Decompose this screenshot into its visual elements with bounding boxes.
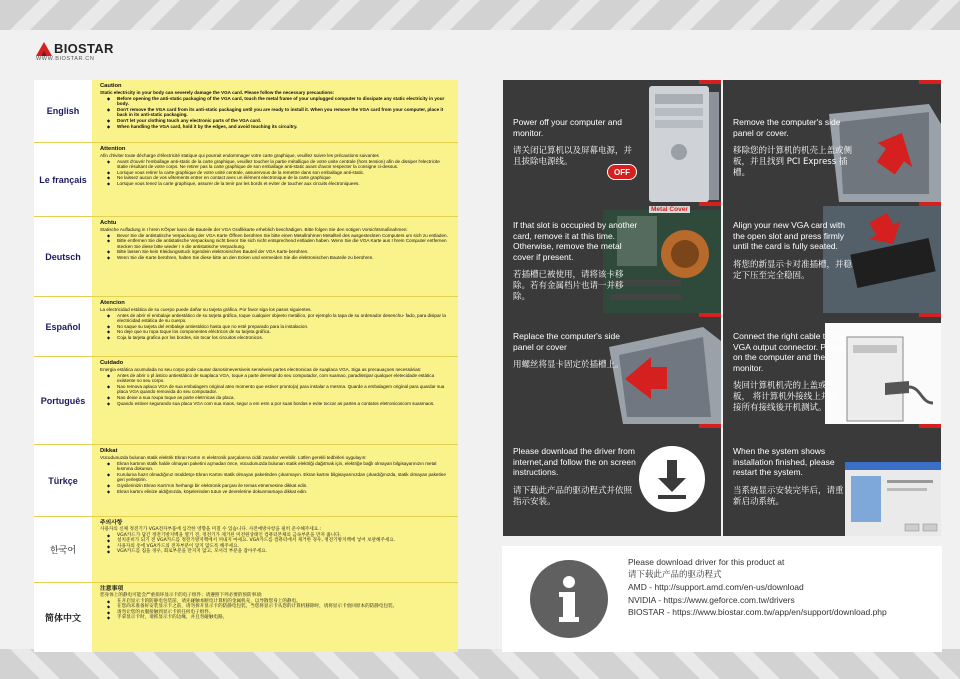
section-title: Attention [100,146,126,152]
step-corner-accent [699,80,721,84]
precaution-item: ◆ 사용자의 옷에 VGA카드의 전자부분이 닿지 않도록 해주세요. [100,544,450,550]
language-section-german [34,217,458,297]
section-intro: 사용자의 신체 정전기가 VGA전자부품에 심각한 영향을 미칠 수 있습니다. 사전예방사항을 필히 준수해주세요.: [100,527,322,532]
section-title: Dikkat [100,448,118,454]
precaution-item: ◆ Bitte entfernen Sie die antistatische Verpackung nicht bevor Sie sich nicht entsprechend entladen haben. Wenn Sie die VGA Karte aus I hrem Computer entfernen stecken Sie diese bitte wieder I n die antistatische Verpackung. [100,238,450,249]
nvidia-driver-link[interactable]: NVIDIA - https://www.geforce.com.tw/drivers [628,594,795,605]
language-body [92,297,458,356]
precaution-item: ◆ 请勿让您的衣服接触到显示卡的任何电子组件。 [100,610,450,616]
step-text-cn: 若插槽已被使用，请将该卡移除。若有金属档片也请一并移除。 [513,270,624,302]
step-text-en: Replace the computer's side panel or cover [513,331,620,352]
step-text [733,446,845,508]
amd-driver-link[interactable]: AMD - http://support.amd.com/en-us/download [628,582,804,592]
step-text-cn: 当系统显示安装完毕后，请重新启动系统。 [733,485,844,507]
precaution-item: ◆ Nao remova aplaca VGA de sua embalagem original ateo momento que estiver pronto(a) para instalar a mesma. Quarde a embalagem original para quardar sua placa VGA quando removida do seu computador. [100,384,450,395]
step-corner-accent [919,424,941,428]
download-line2: 请下载此产品的驱动程式 [628,569,722,580]
precaution-item: ◆ Antes de abrir o pl ástico antiestático de suaplaca VGA, toque a parte demetal do seu computador, com suamao, paradissipar qualquer eletecidade estática existente no seu corpo. [100,373,450,384]
power-off-badge: OFF [607,164,637,180]
precaution-item: ◆ Don't remove the VGA card from its anti-static packaging until you are ready to install it. When you remove the VGA card from your computer, place it back in its anti-static packaging. [100,107,450,118]
step-text-en: Connect the right cable to the VGA output connector. Power on the computer and the monitor. [733,331,845,373]
precaution-item: ◆ Avant d'ouvrir l'emballage anti-static de la carte graphique, veuillez toucher la partie métallique de votre unite centrale (hors tension) afin de dissiper l'electricite statie résultant de votre corps. Ne retirer pas la carte graphique de son emballage anti-static avant d'avoir respecter la consigne ci-dessus. [100,159,450,170]
step-corner-accent [699,424,721,428]
language-body [92,445,458,516]
precaution-list [100,599,450,621]
precaution-item: ◆ Giysilerinizin Ekran Kartı'nın herhangi bir elektronik parçası ile temas etmemesine dikkat edin. [100,483,450,489]
language-body [92,143,458,216]
biostar-logo-icon [36,42,52,56]
step-text-en: When the system shows installation finished, please restart the system. [733,446,835,477]
language-precautions-table [34,80,458,652]
top-decoration [0,0,960,30]
precaution-item: ◆ Ekran kartını elinize aldığınızda, köşelerinden tutun ve devrelerine dokunmamaya dikkat edin. [100,489,450,495]
step-text-cn: 请下载此产品的驱动程式并依照指示安装。 [513,485,633,507]
section-intro: 您身体上的静电可能会严重损坏显示卡的电子组件；请遵照下列必要的预防事项: [100,593,263,598]
language-section-korean [34,517,458,583]
language-body [92,517,458,582]
step-remove-card [503,202,721,313]
precaution-item: ◆ VGA카드를 집을 경우, 회로부분을 만지지 않고, 모서리 부분을 잡아주세요. [100,549,450,555]
section-intro: Vücudunuzda bulunan statik elektrik Ekran Kartın ın elektronik parçalarına ciddi zararlar verebilir. Lütfen gerekli tedbirleri uygulayın: [100,455,367,460]
precaution-item: ◆ Lorsque vous retirer la carte graphique de votre unité centrale, assurervous de la remettre dans son emballage anti-static. [100,170,450,176]
precaution-item: ◆ When handling the VGA card, hold it by the edges, and avoid touching its circuitry. [100,124,450,130]
info-icon [530,560,608,638]
metal-cover-label: Metal Cover [651,206,688,213]
precaution-list [100,373,450,407]
precaution-item: ◆ Ekran kartının statik halde olmayan paketini açmadan önce, vücudunuzda bulunan statik elektriği dağıtmak için, elektriğe bağlı olmayan bilgisayarınızın metal kısmına dokunun. [100,461,450,472]
precaution-item: ◆ 설치준비가 되기 전 VGA카드를 정전기방지백에서 꺼내지 마세요. VGA카드를 컴퓨터에서 제거한 경우, 정전기방지백에 넣어 보관해주세요. [100,538,450,544]
precaution-item: ◆ 在您尚未准备好安装显示卡之前，请勿拆开显示卡的防静电包装。当您将显示卡从您的计算机移除时，请将显示卡放回原本的防静电包装。 [100,604,450,610]
language-name: Türkçe [34,445,92,516]
section-intro: Energia estática acumulada no seu corpo pode causar danosimeversiveis senséveis partes electronicas de suaplaca VGA. Siga as precauaçoes necessárias: [100,367,422,372]
step-text [513,446,638,508]
language-section-spanish [34,297,458,357]
language-body [92,583,458,652]
computer-tower-icon [631,84,721,202]
section-title: 주의사항 [100,520,123,526]
precaution-item: ◆ Nao deixe a sua roupa toque as parte eletrnicas da placa. [100,395,450,401]
section-intro: La electricidad estática de su cuerpo puede dañar su tarjeta gráfica. Por favor siga los pasos siguientes. [100,307,312,312]
precaution-item: ◆ No deje que su ropa toque los componentes eléctricos de su tarjeta gráfica. [100,329,450,335]
precaution-item: ◆ Kuruluma hazır olmadığınız müddetçe Ekran Kartını statik olmayan paketinden çıkarmayın. Ekran kartını bilgisayarınızdan çıkardığınızda, statik olmayan paketine geri yerleştirin. [100,472,450,483]
precaution-list [100,461,450,495]
brand-url: WWW.BIOSTAR.CN [36,56,95,62]
language-name: English [34,80,92,142]
language-name: Deutsch [34,217,92,296]
precaution-item: ◆ Bevor Sie die antistatische Verpackung der VGA Karte Öffnen berühren Sie bitte einen Metallrahmen Metallteil des ausgesteckten Computers um sich zu entladen. [100,233,450,239]
brand-name: BIOSTAR [54,41,114,56]
step-text-cn: 装回计算机机壳的上盖或侧板， 将计算机外接线上并连接所有接线後开机测试。 [733,381,838,413]
precaution-item: ◆ Coja la tarjeta grafica por los bordes, sin tocar los circuitos electronicos. [100,335,450,341]
language-name: 简体中文 [34,583,92,652]
biostar-logo [36,41,116,63]
precaution-list [100,96,450,130]
section-title: Atencion [100,300,125,306]
precaution-item: ◆ VGA카드가 담긴 정전기방지백을 열기 전, 정전기가 제거된 미전원상태인 컴퓨터본체의 금속부분을 만져 줍니다. [100,533,450,539]
precaution-item: ◆ Don't let your clothing touch any electronic parts of the VGA card. [100,118,450,124]
precaution-item: ◆ Quando estiver segurando sua placa VGA com sua maos, segur a em esm a por suas bordas e evite toccar as partes a contatos eletronicoscom suasmaos. [100,401,450,407]
precaution-item: ◆ 手拿显示卡时，请抓显示卡的边缘，并且勿碰触电路。 [100,615,450,621]
section-title: Cuidado [100,360,124,366]
step-corner-accent [919,202,941,206]
precaution-item: ◆ Antes de abrir el embalaje antiestático de su tarjeta gráfica, toque cualquier objeeto metálico, por ejemplo la tapa de su ordenador desenchu- fado, para disipar la electricidad estática de su cuerpo. [100,313,450,324]
language-section-french [34,143,458,217]
step-text [513,117,638,168]
step-text-cn: 用螺丝将显卡固定於插槽上。 [513,360,624,370]
step-text-en: Remove the computer's side panel or cover. [733,117,841,138]
section-title: 注意事项 [100,586,124,592]
step-power-off [503,80,721,202]
precaution-item: ◆ Before opening the anti-static packaging of the VGA card, touch the metal frame of your unplugged computer to dissipate any static electricity in your body. [100,96,450,107]
step-connect-cable [723,313,941,424]
precaution-item: ◆ Bitte lassen Sie kein Kleidungsstuck irgendein elektronisches Bauteil der VGA Karte berühren. [100,249,450,255]
biostar-driver-link[interactable]: BIOSTAR - https://www.biostar.com.tw/app/en/support/download.php [628,607,887,617]
language-body [92,357,458,444]
step-text [733,220,855,282]
step-remove-cover [723,80,941,202]
precaution-item: ◆ Ne laissez aucun de vos vêtements entrer en contact avec un élément electronique de la carte graphique [100,175,450,181]
language-name: Le français [34,143,92,216]
language-name: 한국어 [34,517,92,582]
step-text [513,220,638,303]
language-section-portuguese [34,357,458,445]
step-replace-cover [503,313,721,424]
download-line1: Please download driver for this product at [628,557,785,567]
download-icon [639,446,705,512]
section-intro: Afin d'éviter toute décharge d'électricité statique qui pourrait endommager votre carte graphique, veuillez suivre les précautions suivantes [100,153,379,158]
step-download-driver [503,424,721,536]
precaution-item: ◆ No saque su tarjeta del embalaje antiestático hasta que no esté preparado para la instalacion. [100,324,450,330]
installer-window-icon [845,462,941,536]
precaution-item: ◆ Lorsque vous tenez la carte graphique, assurer de la tenir par les bords et eviter de toucher aux circuits électroniquees. [100,181,450,187]
section-title: Achtu [100,220,117,226]
language-section-turkish [34,445,458,517]
precaution-list [100,313,450,341]
step-text-cn: 请关闭记算机以及屏幕电源，并且拔除电源线。 [513,146,633,167]
precaution-item: ◆ 在开启显示卡的防静电包装前，请先碰触本断电计算机的金属机壳，以导散您身上的静电。 [100,599,450,605]
step-text [513,331,635,371]
bottom-decoration [0,649,960,679]
step-insert-card [723,202,941,313]
language-section-english [34,80,458,143]
step-text-cn: 将您的新显示卡对准插槽，并稳定下压至完全稳固。 [733,259,853,281]
step-corner-accent [919,313,941,317]
language-body [92,80,458,142]
step-text-cn: 移除您的计算机的机壳上盖或侧板，并且找到 PCI Express 插槽。 [733,146,853,178]
language-section-chinese [34,583,458,652]
precaution-item: ◆ Wenn Sie die Karte berühren, halten Sie diese bitte an den Ecken und vermeiden Sie die elektronischen Bauteile zu berühren. [100,255,450,261]
step-text-en: If that slot is occupied by another card, remove it at this time. Otherwise, remove the metal cover if present. [513,220,638,262]
precaution-list [100,159,450,187]
step-restart-system [723,424,941,536]
precaution-list [100,233,450,261]
driver-download-info [502,546,942,652]
language-name: Español [34,297,92,356]
download-lines [628,556,887,619]
language-name: Português [34,357,92,444]
precaution-list [100,533,450,555]
step-corner-accent [699,202,721,206]
section-intro: Static electricity in your body can severely damage the VGA card. Please follow the necessary precautions: [100,90,335,95]
step-text-en: Align your new VGA card with the open slot and press firmly until the card is fully seated. [733,220,845,251]
step-text-en: Please download the driver from internet,and follow the on screen instructions. [513,446,636,477]
step-text [733,117,858,179]
step-text-en: Power off your computer and monitor. [513,117,622,138]
section-title: Caution [100,83,122,89]
section-intro: Statische Aufladung in I hrem KÖrper kann die Bauteile der VGA Grafikkarte erheblich beschädigen. Bitte folgen Sie den notigen Vorsichtsmaßnahmen: [100,227,408,232]
step-text [733,331,845,414]
language-body [92,217,458,296]
step-corner-accent [699,313,721,317]
step-corner-accent [919,80,941,84]
